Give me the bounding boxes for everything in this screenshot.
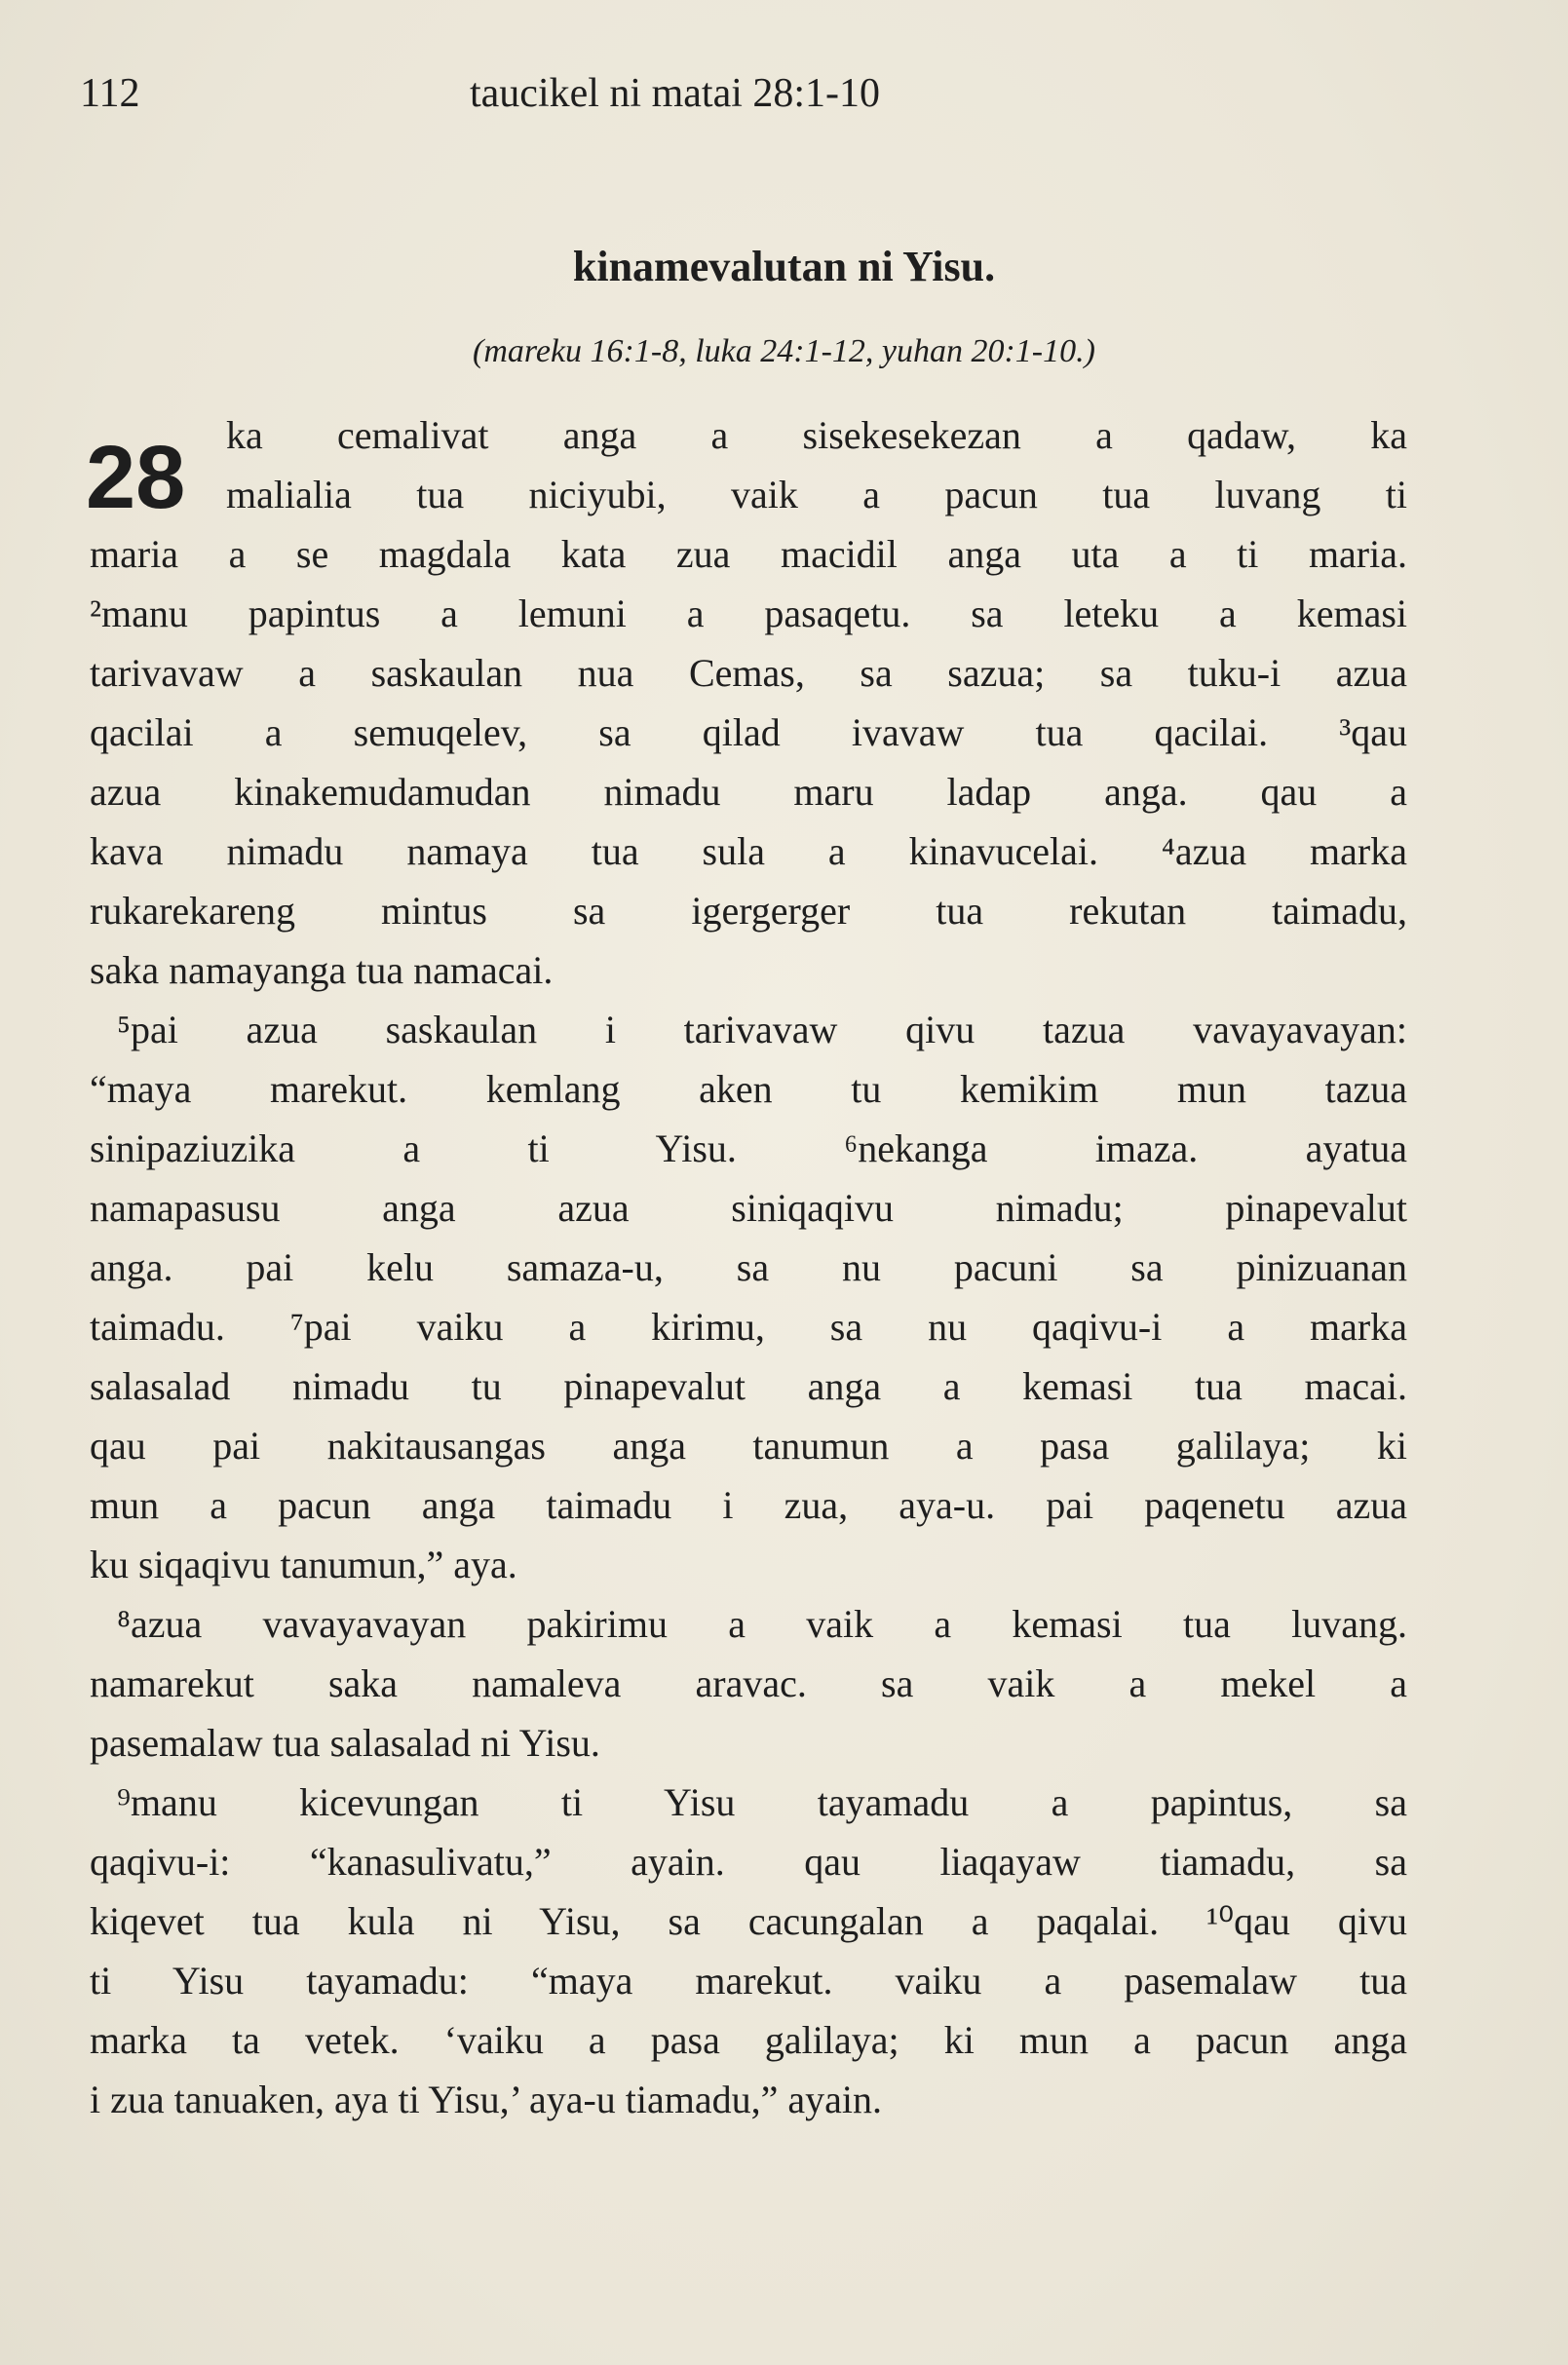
parallel-references: (mareku 16:1-8, luka 24:1-12, yuhan 20:1-10.) (473, 333, 1095, 369)
text-line: malialia tua niciyubi, vaik a pacun tua luvang ti (226, 473, 1407, 516)
text-line: maria a se magdala kata zua macidil anga uta a ti maria. (90, 532, 1407, 576)
text-line: namapasusu anga azua siniqaqivu nimadu; pinapevalut (90, 1186, 1407, 1230)
chapter-number: 28 (86, 428, 186, 527)
text-line: salasalad nimadu tu pinapevalut anga a kemasi tua macai. (90, 1364, 1407, 1408)
text-line: ⁵pai azua saskaulan i tarivavaw qivu tazua vavayavayan: (117, 1008, 1407, 1051)
text-line: ⁸azua vavayavayan pakirimu a vaik a kemasi tua luvang. (117, 1602, 1407, 1646)
text-line: kava nimadu namaya tua sula a kinavucelai. ⁴azua marka (90, 829, 1407, 873)
text-line: tarivavaw a saskaulan nua Cemas, sa sazua; sa tuku-i azua (90, 651, 1407, 695)
running-title: taucikel ni matai 28:1-10 (470, 71, 881, 116)
text-line: kiqevet tua kula ni Yisu, sa cacungalan a paqalai. ¹⁰qau qivu (90, 1899, 1407, 1943)
text-line: taimadu. ⁷pai vaiku a kirimu, sa nu qaqivu-i a marka (90, 1305, 1407, 1349)
text-line: qacilai a semuqelev, sa qilad ivavaw tua qacilai. ³qau (90, 710, 1407, 754)
text-line: sinipaziuzika a ti Yisu. ⁶nekanga imaza. ayatua (90, 1126, 1407, 1170)
text-line: qau pai nakitausangas anga tanumun a pasa galilaya; ki (90, 1424, 1407, 1468)
running-head (80, 70, 1415, 129)
text-line: ku siqaqivu tanumun,” aya. (90, 1543, 517, 1586)
text-line: azua kinakemudamudan nimadu maru ladap anga. qau a (90, 770, 1407, 814)
text-line: mun a pacun anga taimadu i zua, aya-u. pai paqenetu azua (90, 1483, 1407, 1527)
text-line: i zua tanuaken, aya ti Yisu,’ aya-u tiamadu,” ayain. (90, 2078, 883, 2121)
text-line: saka namayanga tua namacai. (90, 948, 554, 992)
text-line: ka cemalivat anga a sisekesekezan a qadaw, ka (226, 413, 1407, 457)
text-line: ²manu papintus a lemuni a pasaqetu. sa leteku a kemasi (90, 591, 1407, 635)
text-line: rukarekareng mintus sa igergerger tua rekutan taimadu, (90, 889, 1407, 933)
text-line: pasemalaw tua salasalad ni Yisu. (90, 1721, 600, 1765)
text-line: ti Yisu tayamadu: “maya marekut. vaiku a pasemalaw tua (90, 1959, 1407, 2003)
text-line: namarekut saka namaleva aravac. sa vaik a mekel a (90, 1661, 1407, 1705)
text-line: marka ta vetek. ‘vaiku a pasa galilaya; ki mun a pacun anga (90, 2018, 1407, 2062)
text-line: qaqivu-i: “kanasulivatu,” ayain. qau liaqayaw tiamadu, sa (90, 1840, 1407, 1884)
text-line: “maya marekut. kemlang aken tu kemikim mun tazua (90, 1067, 1407, 1111)
page-number: 112 (80, 71, 140, 116)
text-line: ⁹manu kicevungan ti Yisu tayamadu a papintus, sa (117, 1780, 1407, 1824)
section-title: kinamevalutan ni Yisu. (572, 243, 996, 290)
text-line: anga. pai kelu samaza-u, sa nu pacuni sa pinizuanan (90, 1245, 1407, 1289)
